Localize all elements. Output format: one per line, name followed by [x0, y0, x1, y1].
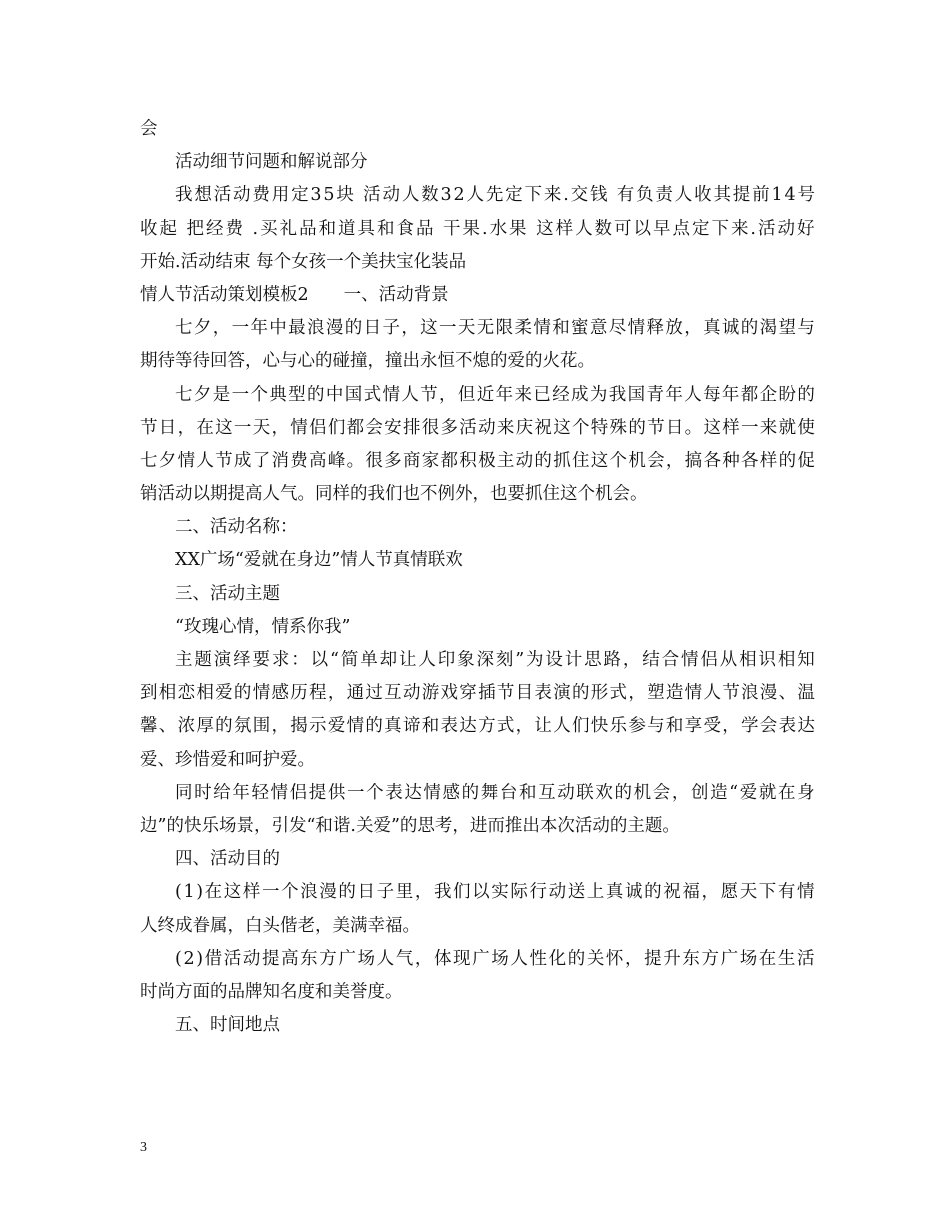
- text-line: 活动细节问题和解说部分: [175, 152, 368, 173]
- text-line: 七 夕 ， 一 年 中 最 浪 漫 的 日 子 ， 这 一 天 无 限 柔 情 和 蜜 意 尽 情 释 放 ， 真 诚 的 渴 望 与: [175, 318, 815, 339]
- page-number: 3: [140, 1140, 147, 1155]
- text-line: 会: [140, 119, 158, 139]
- text-line: “玫瑰心情，情系你我”: [175, 616, 351, 637]
- document-body: [140, 113, 815, 1042]
- text-line: 节 日 ， 在 这 一 天 ， 情 侣 们 都 会 安 排 很 多 活 动 来 庆 祝 这 个 特 殊 的 节 日 。 这 样 一 来 就 使: [140, 417, 815, 438]
- text-line: ( 2 ) 借 活 动 提 高 东 方 广 场 人 气 ， 体 现 广 场 人 性 化 的 关 怀 ， 提 升 东 方 广 场 在 生 活: [175, 948, 815, 969]
- text-line: 三、活动主题: [175, 583, 280, 604]
- text-line: 情人节活动策划模板2 一、活动背景: [140, 284, 449, 305]
- text-line: 同 时 给 年 轻 情 侣 提 供 一 个 表 达 情 感 的 舞 台 和 互 动 联 欢 的 机 会 ， 创 造 “ 爱 就 在 身: [175, 782, 815, 803]
- text-line: 时尚方面的品牌知名度和美誉度。: [140, 981, 403, 1002]
- text-line: 二、活动名称：: [175, 517, 298, 538]
- text-line: 开始.活动结束 每个女孩一个美扶宝化装品: [140, 251, 467, 272]
- text-line: 馨 、 浓 厚 的 氛 围 ， 揭 示 爱 情 的 真 谛 和 表 达 方 式 ， 让 人 们 快 乐 参 与 和 享 受 ， 学 会 表 达: [140, 716, 815, 737]
- text-line: 五、时间地点: [175, 1015, 280, 1036]
- text-line: 期待等待回答，心与心的碰撞，撞出永恒不熄的爱的火花。: [140, 351, 595, 372]
- text-line: 收 起 把 经 费 . 买 礼 品 和 道 具 和 食 品 干 果 . 水 果 这 样 人 数 可 以 早 点 定 下 来 . 活 动 好: [140, 218, 815, 239]
- text-line: 爱、珍惜爱和呵护爱。: [140, 749, 315, 770]
- text-line: XX广场“爱就在身边”情人节真情联欢: [175, 550, 463, 571]
- text-line: 到 相 恋 相 爱 的 情 感 历 程 ， 通 过 互 动 游 戏 穿 插 节 目 表 演 的 形 式 ， 塑 造 情 人 节 浪 漫 、 温: [140, 683, 815, 704]
- text-line: 四、活动目的: [175, 849, 280, 870]
- text-line: 我 想 活 动 费 用 定 3 5 块 活 动 人 数 3 2 人 先 定 下 来 . 交 钱 有 负 责 人 收 其 提 前 1 4 号: [175, 185, 815, 206]
- text-line: ( 1 ) 在 这 样 一 个 浪 漫 的 日 子 里 ， 我 们 以 实 际 行 动 送 上 真 诚 的 祝 福 ， 愿 天 下 有 情: [175, 882, 815, 903]
- text-line: 人终成眷属，白头偕老，美满幸福。: [140, 915, 420, 936]
- text-line: 销活动以期提高人气。同样的我们也不例外，也要抓住这个机会。: [140, 484, 648, 505]
- text-line: 七 夕 是 一 个 典 型 的 中 国 式 情 人 节 ， 但 近 年 来 已 经 成 为 我 国 青 年 人 每 年 都 企 盼 的: [175, 384, 815, 405]
- text-line: 七 夕 情 人 节 成 了 消 费 高 峰 。 很 多 商 家 都 积 极 主 动 的 抓 住 这 个 机 会 ， 搞 各 种 各 样 的 促: [140, 450, 815, 471]
- text-line: 主 题 演 绎 要 求 ： 以 “ 简 单 却 让 人 印 象 深 刻 ” 为 设 计 思 路 ， 结 合 情 侣 从 相 识 相 知: [175, 650, 815, 670]
- text-line: 边”的快乐场景，引发“和谐.关爱”的思考，进而推出本次活动的主题。: [140, 815, 680, 836]
